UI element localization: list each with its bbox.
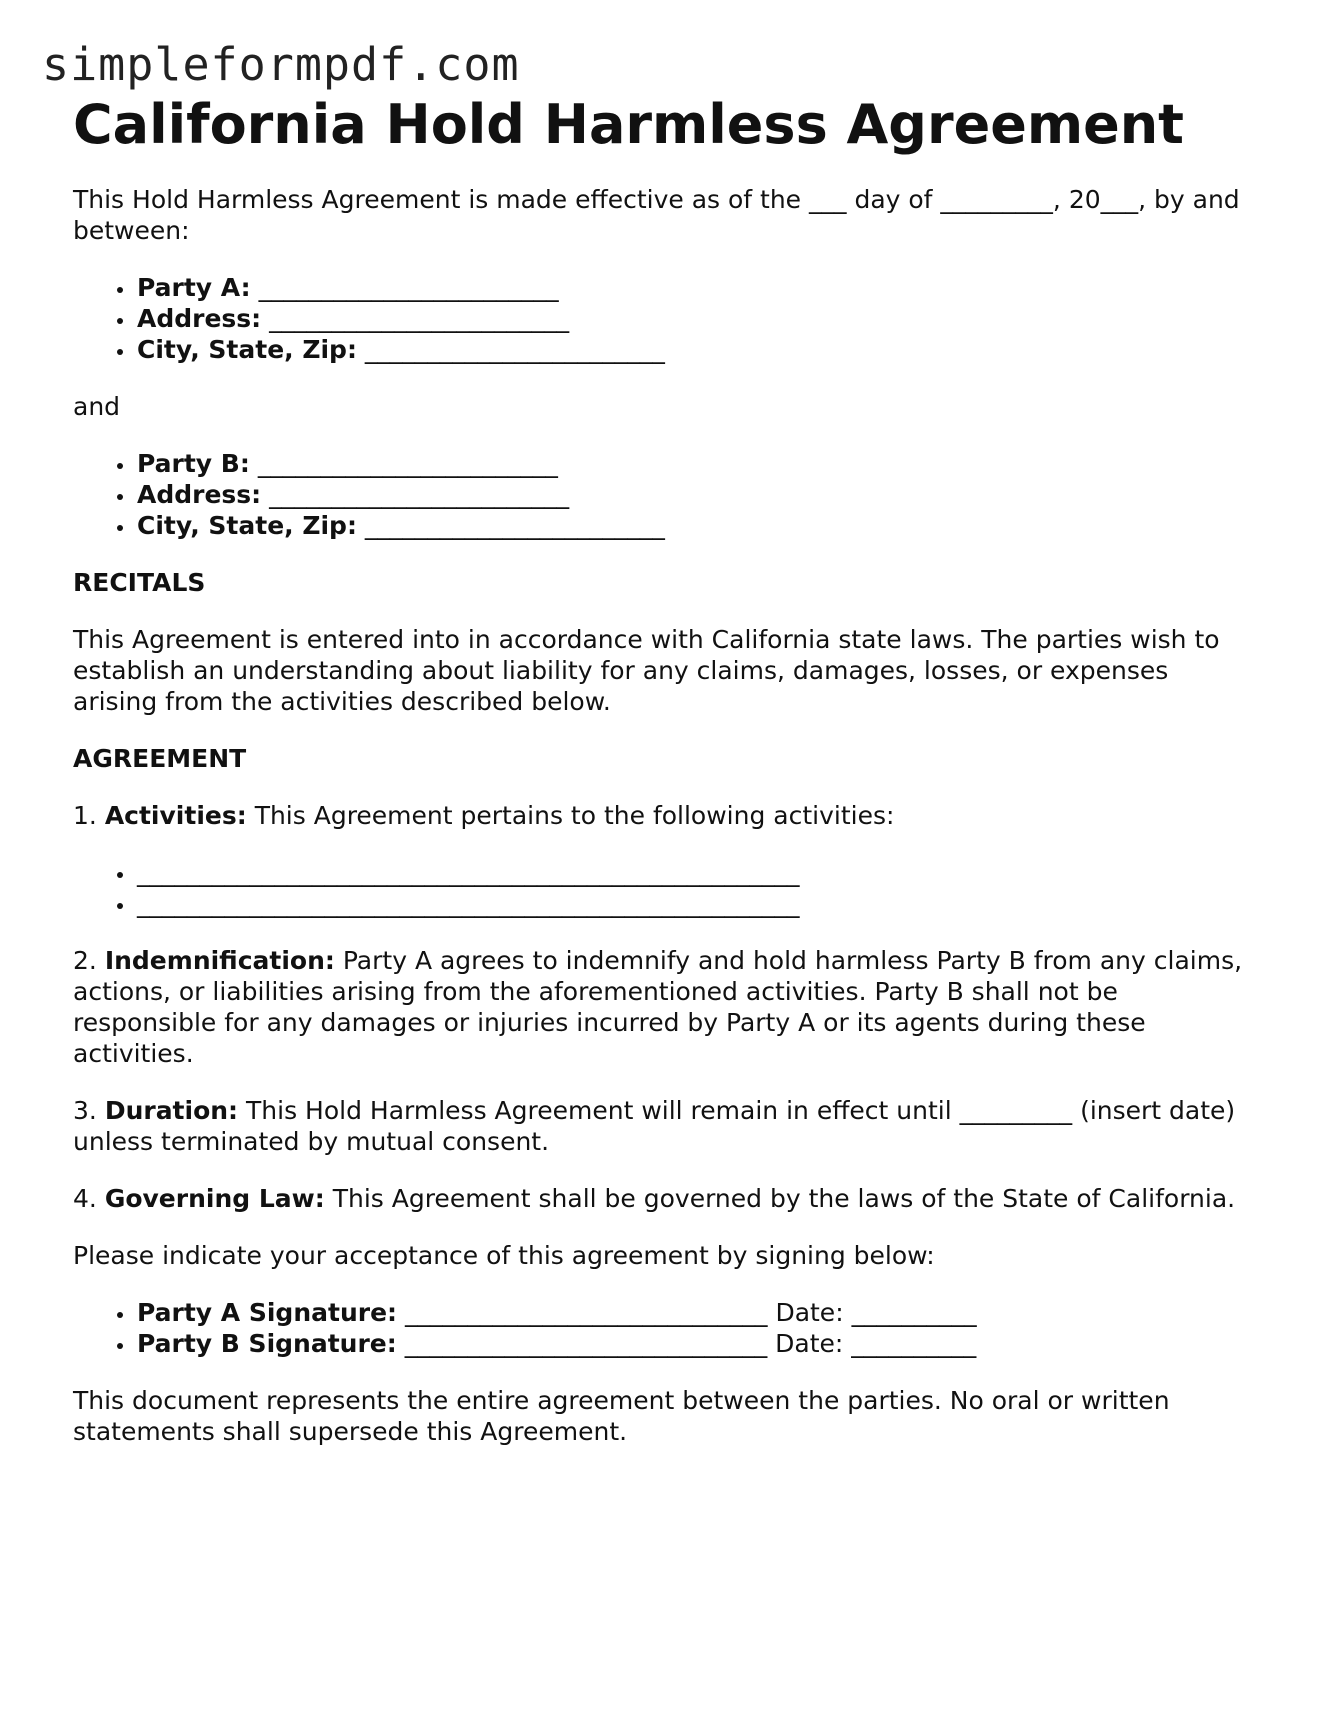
section-number: 2. [73,946,97,975]
party-a-signature-line [136,1297,1253,1328]
party-b-name-field [136,448,1253,479]
section-label: Activities: [104,801,247,830]
section-text: This Agreement shall be governed by the laws of the State of California. [332,1184,1236,1213]
field-label: Party A: [137,273,251,302]
document-body [73,92,1253,1447]
date-blank[interactable]: __________ [851,1329,977,1358]
document-title: California Hold Harmless Agreement [73,93,1184,156]
party-b-fields [73,448,1253,541]
watermark-text: simpleformpdf.com [42,38,520,91]
blank-line[interactable]: _____________________________________________________ [137,858,800,887]
activity-item [136,888,1253,919]
blank-line[interactable]: ________________________ [257,449,558,478]
section-label: Indemnification: [104,946,335,975]
and-text: and [73,392,121,421]
field-label: City, State, Zip: [137,511,357,540]
section-number: 4. [73,1184,97,1213]
blank-line[interactable]: ________________________ [269,480,570,509]
party-b-address-field [136,479,1253,510]
intro-paragraph: This Hold Harmless Agreement is made effective as of the ___ day of _________, 20___, by and between: [73,185,1240,245]
party-b-signature-line [136,1328,1253,1359]
blank-line[interactable]: ________________________ [364,511,665,540]
section-label: Governing Law: [104,1184,325,1213]
signature-blank[interactable]: _____________________________ [404,1298,768,1327]
blank-line[interactable]: ________________________ [258,273,559,302]
field-label: Address: [137,480,262,509]
section-label: Duration: [104,1096,239,1125]
field-label: Party B: [137,449,250,478]
party-a-name-field [136,272,1253,303]
date-label: Date: [775,1329,844,1358]
field-label: Address: [137,304,262,333]
activities-list [73,857,1253,919]
section-text: This Hold Harmless Agreement will remain in effect until _________ (insert date) unless terminated by mutual consent. [73,1096,1236,1156]
section-duration [73,1095,1253,1157]
signature-blank[interactable]: _____________________________ [404,1329,768,1358]
recitals-heading: RECITALS [73,568,206,597]
party-b-city-field [136,510,1253,541]
section-number: 1. [73,801,97,830]
party-a-address-field [136,303,1253,334]
signature-list [73,1297,1253,1359]
agreement-heading: AGREEMENT [73,744,247,773]
signature-label: Party B Signature: [137,1329,397,1358]
section-governing-law [73,1183,1253,1214]
signature-label: Party A Signature: [137,1298,398,1327]
date-blank[interactable]: __________ [851,1298,977,1327]
closing-text: This document represents the entire agreement between the parties. No oral or written statements shall supersede this Agreement. [73,1386,1170,1446]
blank-line[interactable]: ________________________ [269,304,570,333]
party-a-city-field [136,334,1253,365]
section-indemnification [73,945,1253,1069]
section-number: 3. [73,1096,97,1125]
recitals-text: This Agreement is entered into in accordance with California state laws. The parties wish to establish an understanding about liability for any claims, damages, losses, or expenses arising from the activities described below. [73,625,1220,716]
field-label: City, State, Zip: [137,335,357,364]
activity-item [136,857,1253,888]
blank-line[interactable]: _____________________________________________________ [137,889,800,918]
blank-line[interactable]: ________________________ [364,335,665,364]
party-a-fields [73,272,1253,365]
section-text: Party A agrees to indemnify and hold harmless Party B from any claims, actions, or liabilities arising from the aforementioned activities. Party B shall not be responsible for any damages or injuries incurred by Party A or its agents during these activities. [73,946,1243,1068]
date-label: Date: [775,1298,844,1327]
section-activities [73,800,1253,831]
section-text: This Agreement pertains to the following activities: [254,801,895,830]
acceptance-text: Please indicate your acceptance of this agreement by signing below: [73,1241,935,1270]
